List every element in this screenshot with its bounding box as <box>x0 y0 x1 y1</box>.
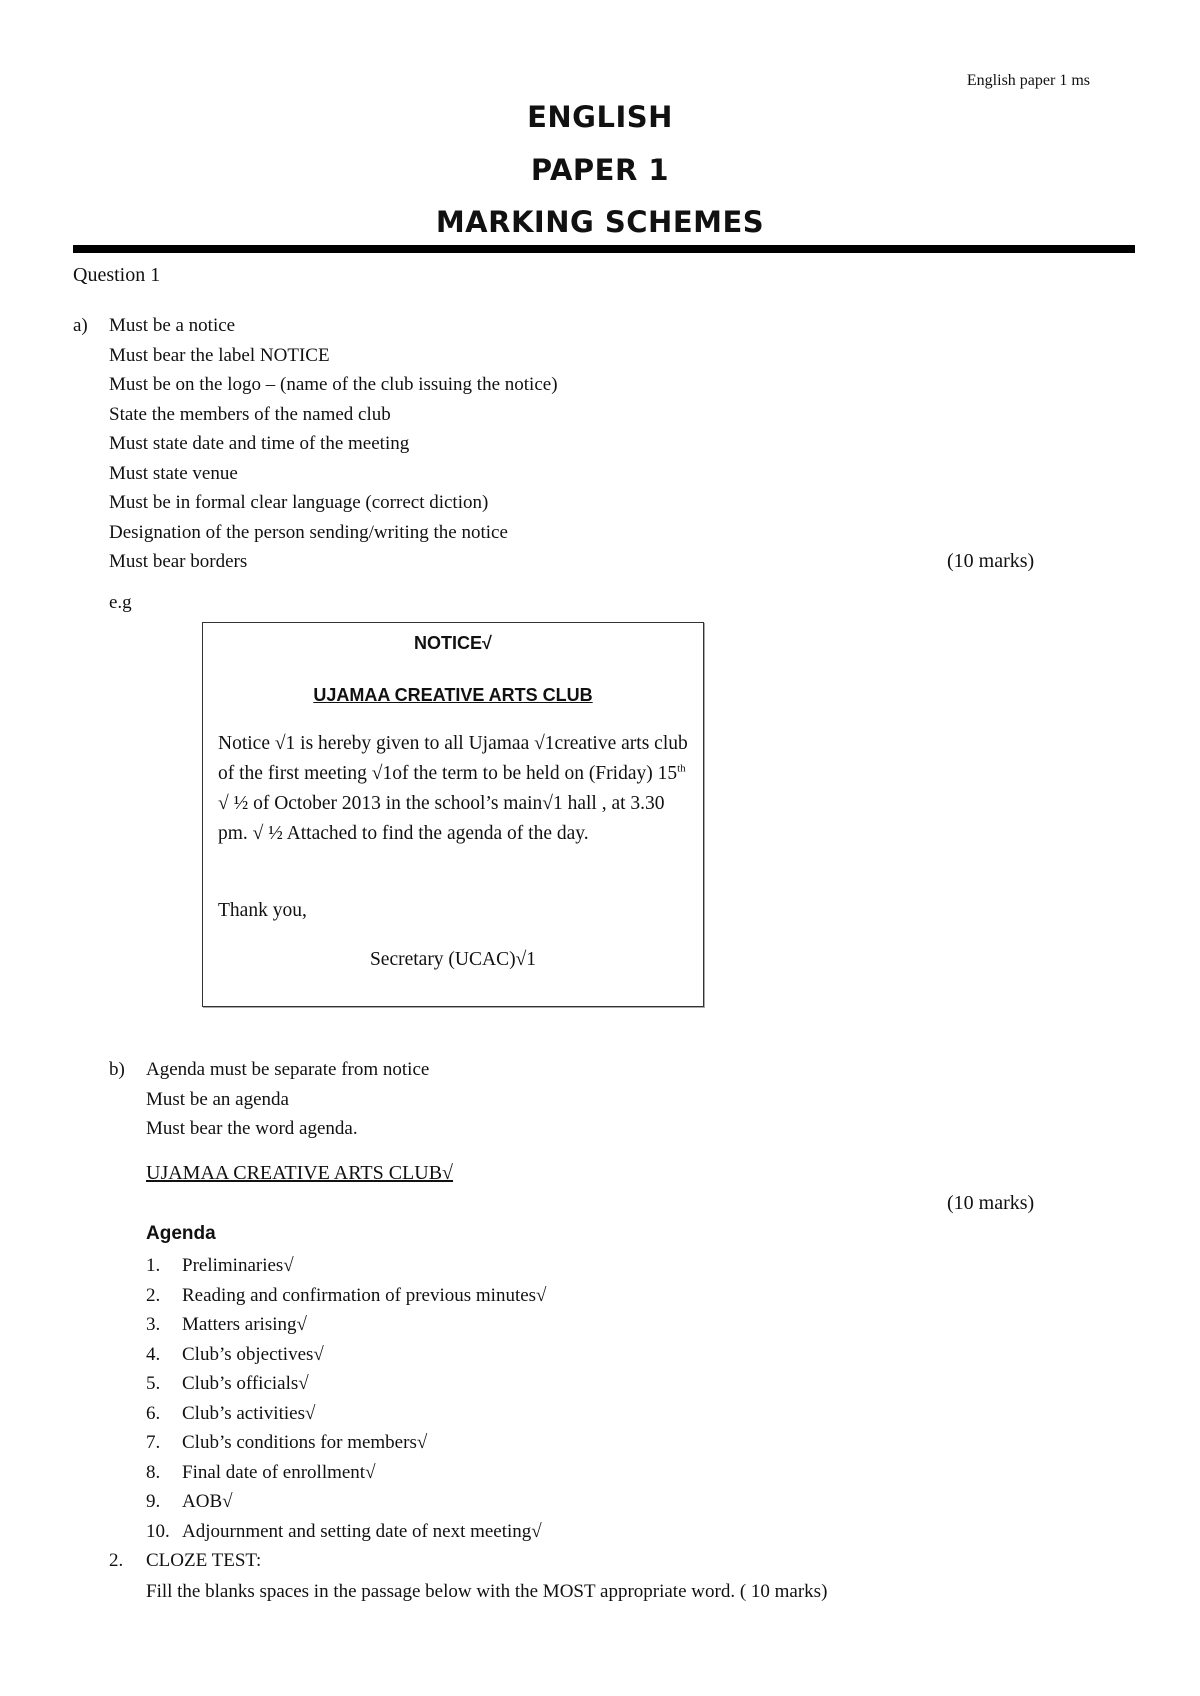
title-paper: PAPER 1 <box>530 153 670 187</box>
agenda-heading: Agenda <box>146 1223 216 1244</box>
criteria-item: Must bear the label NOTICE <box>109 344 330 366</box>
notice-example-box <box>202 622 704 1007</box>
agenda-list <box>146 1251 547 1546</box>
criteria-item: Must be in formal clear language (correct diction) <box>109 492 489 513</box>
notice-body-superscript: th <box>677 762 686 775</box>
agenda-item-number: 7. <box>146 1432 161 1453</box>
heading-rule <box>73 245 1135 253</box>
notice-thanks: Thank you, <box>218 900 307 921</box>
criteria-item: Must be a notice <box>109 315 236 336</box>
agenda-item <box>146 1251 547 1281</box>
agenda-item <box>146 1487 547 1517</box>
agenda-item-number: 8. <box>146 1461 161 1483</box>
notice-club-name: UJAMAA CREATIVE ARTS CLUB <box>313 685 593 705</box>
question-label: Question 1 <box>73 264 161 286</box>
agenda-item-text: Club’s conditions for members√ <box>182 1432 428 1453</box>
notice-body <box>218 729 698 849</box>
agenda-item-number: 3. <box>146 1314 161 1335</box>
agenda-item-number: 5. <box>146 1373 161 1394</box>
agenda-item-number: 6. <box>146 1402 161 1424</box>
agenda-item-number: 10. <box>146 1520 170 1542</box>
notice-body-text-cont: √ ½ of October 2013 in the school’s main√1 hall , at 3.30 pm. √ ½ Attached to find the agenda of the day. <box>218 793 665 844</box>
criteria-item: Must be an agenda <box>146 1088 289 1110</box>
agenda-item-number: 1. <box>146 1255 161 1276</box>
agenda-item-number: 4. <box>146 1343 161 1365</box>
agenda-item-text: Matters arising√ <box>182 1314 307 1335</box>
criteria-item: Must state date and time of the meeting <box>109 433 410 454</box>
agenda-item <box>146 1281 547 1311</box>
agenda-item <box>146 1517 547 1547</box>
part-a-criteria-list <box>109 311 558 577</box>
agenda-item-number: 9. <box>146 1491 161 1512</box>
criteria-item: Must state venue <box>109 462 238 484</box>
notice-body-text: Notice √1 is hereby given to all Ujamaa √1creative arts club of the first meeting √1of the term to be held on (Friday) 15 <box>218 733 688 784</box>
criteria-item: Must bear the word agenda. <box>146 1118 358 1139</box>
part-a-marks: (10 marks) <box>947 550 1035 572</box>
agenda-item <box>146 1340 547 1370</box>
agenda-item-text: Club’s officials√ <box>182 1373 309 1394</box>
part-b-label: b) <box>109 1059 125 1080</box>
title-english: ENGLISH <box>527 100 673 134</box>
part-b-criteria-list <box>146 1055 429 1144</box>
agenda-item <box>146 1428 547 1458</box>
agenda-item-text: Reading and confirmation of previous minutes√ <box>182 1284 547 1306</box>
part-b-marks: (10 marks) <box>947 1192 1035 1214</box>
agenda-item <box>146 1369 547 1399</box>
agenda-item-number: 2. <box>146 1284 161 1306</box>
notice-signature: Secretary (UCAC)√1 <box>369 949 537 970</box>
part-a-label: a) <box>73 315 88 336</box>
agenda-item <box>146 1458 547 1488</box>
agenda-item-text: Adjournment and setting date of next meeting√ <box>182 1520 542 1542</box>
agenda-item-text: AOB√ <box>182 1491 233 1512</box>
criteria-item: Designation of the person sending/writing the notice <box>109 521 508 543</box>
notice-heading: NOTICE√ <box>414 633 492 653</box>
criteria-item: Must be on the logo – (name of the club issuing the notice) <box>109 374 558 395</box>
question-2-title: CLOZE TEST: <box>146 1550 262 1571</box>
agenda-item-text: Club’s activities√ <box>182 1402 316 1424</box>
agenda-item-text: Preliminaries√ <box>182 1255 294 1276</box>
agenda-club-heading: UJAMAA CREATIVE ARTS CLUB√ <box>146 1162 454 1184</box>
title-marking-schemes: MARKING SCHEMES <box>435 205 765 239</box>
agenda-item-text: Final date of enrollment√ <box>182 1461 376 1483</box>
criteria-item: Agenda must be separate from notice <box>146 1059 430 1080</box>
criteria-item: Must bear borders <box>109 551 248 572</box>
agenda-item <box>146 1310 547 1340</box>
criteria-item: State the members of the named club <box>109 403 391 425</box>
question-2-number: 2. <box>109 1550 124 1571</box>
agenda-item <box>146 1399 547 1429</box>
question-2-instruction: Fill the blanks spaces in the passage below with the MOST appropriate word. ( 10 marks) <box>146 1581 828 1602</box>
header-note: English paper 1 ms <box>966 72 1090 89</box>
example-label: e.g <box>109 592 132 613</box>
agenda-item-text: Club’s objectives√ <box>182 1343 324 1365</box>
